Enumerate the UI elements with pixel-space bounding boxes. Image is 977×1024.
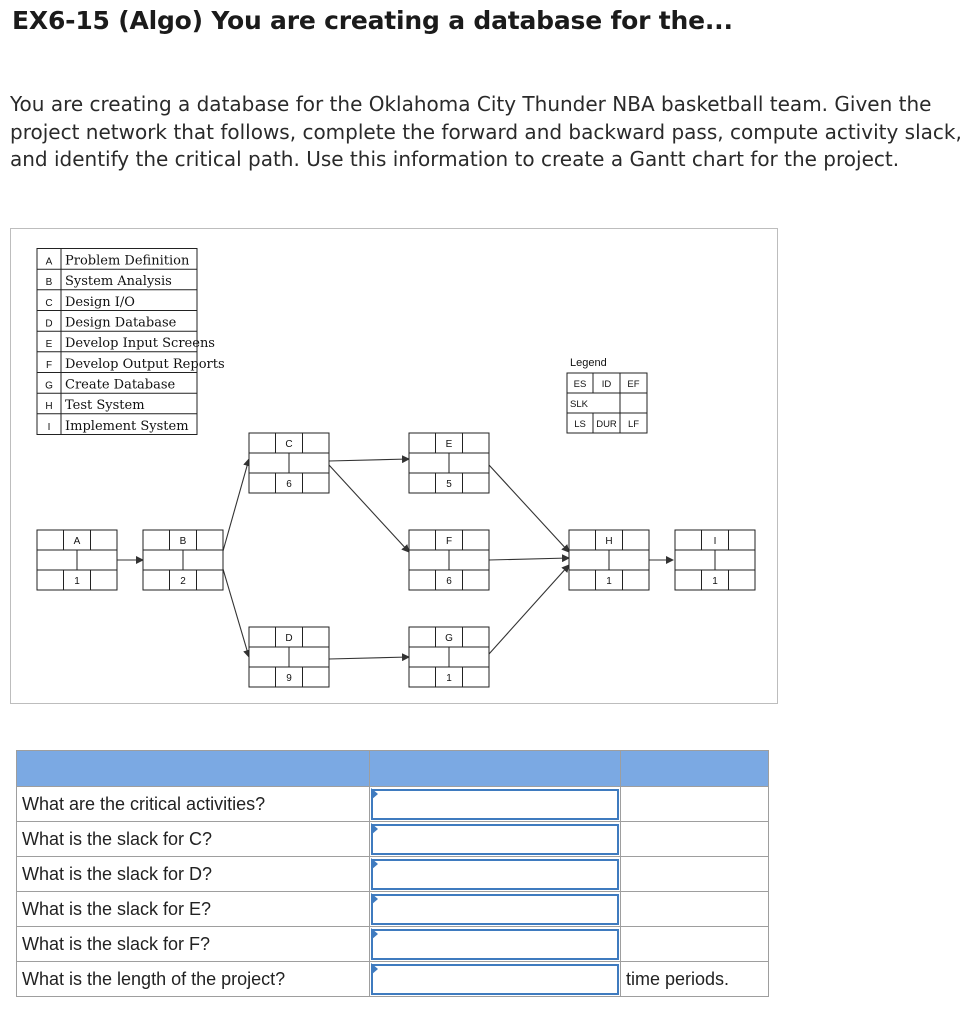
question-label: What are the critical activities? xyxy=(17,787,370,822)
header-cell xyxy=(621,751,769,787)
arrow-c-f xyxy=(329,465,409,552)
legend-lf: LF xyxy=(627,419,640,430)
question-row xyxy=(17,857,769,892)
node-duration-label: 1 xyxy=(446,673,452,684)
table-header-row xyxy=(17,751,769,787)
activity-id: I xyxy=(47,421,51,433)
activity-name: Problem Definition xyxy=(65,253,190,269)
answer-cell xyxy=(370,892,621,927)
header-cell xyxy=(17,751,370,787)
activity-id: D xyxy=(45,318,53,330)
legend-id: ID xyxy=(601,379,612,390)
node-id-label: C xyxy=(285,439,293,450)
question-row xyxy=(17,787,769,822)
question-label: What is the slack for D? xyxy=(17,857,370,892)
node-b xyxy=(143,530,223,590)
node-g xyxy=(409,627,489,687)
node-id-label: A xyxy=(73,536,81,547)
answer-cell xyxy=(370,857,621,892)
question-label: What is the slack for F? xyxy=(17,927,370,962)
input-marker-icon xyxy=(371,963,378,975)
answer-input[interactable] xyxy=(371,789,619,820)
question-row xyxy=(17,927,769,962)
activity-name: Test System xyxy=(65,398,145,414)
node-duration-label: 2 xyxy=(180,576,186,587)
node-duration-label: 5 xyxy=(446,479,452,490)
node-duration-label: 6 xyxy=(286,479,292,490)
answer-cell xyxy=(370,787,621,822)
node-id-label: F xyxy=(445,536,453,547)
question-label: What is the slack for E? xyxy=(17,892,370,927)
node-f xyxy=(409,530,489,590)
arrow-d-g xyxy=(329,657,409,659)
node-duration-label: 1 xyxy=(74,576,80,587)
question-row xyxy=(17,892,769,927)
question-row xyxy=(17,822,769,857)
node-e xyxy=(409,433,489,493)
legend-title: Legend xyxy=(570,357,607,369)
unit-label xyxy=(621,787,769,822)
legend-slk: SLK xyxy=(570,399,588,410)
node-id-label: D xyxy=(285,633,293,644)
node-h xyxy=(569,530,649,590)
arrow-g-h xyxy=(489,565,569,654)
node-id-label: G xyxy=(445,633,453,644)
arrow-f-h xyxy=(489,558,569,560)
project-network-diagram xyxy=(10,228,778,704)
answer-input[interactable] xyxy=(371,964,619,995)
activity-id: F xyxy=(45,359,53,371)
node-id-label: E xyxy=(445,439,453,450)
input-marker-icon xyxy=(371,858,378,870)
activity-id: H xyxy=(45,401,53,413)
activity-name: Create Database xyxy=(65,377,176,393)
page-title: EX6-15 (Algo) You are creating a database for the... xyxy=(12,6,733,35)
unit-label xyxy=(621,892,769,927)
activity-id: B xyxy=(45,277,53,289)
network-svg xyxy=(11,229,779,705)
activity-name: Implement System xyxy=(65,418,189,434)
activity-name: Design Database xyxy=(65,315,177,331)
question-label: What is the slack for C? xyxy=(17,822,370,857)
node-d xyxy=(249,627,329,687)
node-i xyxy=(675,530,755,590)
arrow-c-e xyxy=(329,459,409,461)
input-marker-icon xyxy=(371,823,378,835)
legend-dur: DUR xyxy=(596,419,617,430)
node-duration-label: 6 xyxy=(446,576,452,587)
legend-ef: EF xyxy=(627,379,640,390)
legend xyxy=(567,357,647,433)
activity-name: Develop Output Reports xyxy=(65,356,225,372)
arrow-b-c xyxy=(223,459,249,551)
unit-label xyxy=(621,822,769,857)
activity-name: Design I/O xyxy=(65,294,135,310)
legend-es: ES xyxy=(573,379,587,390)
unit-label xyxy=(621,927,769,962)
input-marker-icon xyxy=(371,788,378,800)
question-row xyxy=(17,962,769,997)
arrow-b-d xyxy=(223,569,249,657)
node-duration-label: 1 xyxy=(712,576,718,587)
header-cell xyxy=(370,751,621,787)
answer-input[interactable] xyxy=(371,824,619,855)
activity-id: C xyxy=(45,297,53,309)
question-label: What is the length of the project? xyxy=(17,962,370,997)
arrow-e-h xyxy=(489,465,569,552)
unit-label xyxy=(621,857,769,892)
answer-input[interactable] xyxy=(371,929,619,960)
activity-name: Develop Input Screens xyxy=(65,336,215,352)
answer-input[interactable] xyxy=(371,894,619,925)
node-duration-label: 9 xyxy=(286,673,292,684)
input-marker-icon xyxy=(371,893,378,905)
answer-cell xyxy=(370,927,621,962)
node-id-label: H xyxy=(605,536,613,547)
activity-id: A xyxy=(45,256,53,268)
node-c xyxy=(249,433,329,493)
node-id-label: B xyxy=(179,536,187,547)
answer-input[interactable] xyxy=(371,859,619,890)
problem-statement: You are creating a database for the Oklahoma City Thunder NBA basketball team. Given the project network that follows, complete the forward and backward pass, compute activity slack, and identify the critical path. Use this information to create a Gantt chart for the project. xyxy=(10,92,962,171)
answer-cell xyxy=(370,822,621,857)
input-marker-icon xyxy=(371,928,378,940)
activity-id: E xyxy=(45,339,53,351)
node-id-label: I xyxy=(713,536,717,547)
unit-label: time periods. xyxy=(621,962,769,997)
activity-name: System Analysis xyxy=(65,274,172,290)
node-duration-label: 1 xyxy=(606,576,612,587)
legend-ls: LS xyxy=(574,419,586,430)
answer-cell xyxy=(370,962,621,997)
node-a xyxy=(37,530,117,590)
answer-table xyxy=(16,750,769,997)
activity-id: G xyxy=(45,380,53,392)
